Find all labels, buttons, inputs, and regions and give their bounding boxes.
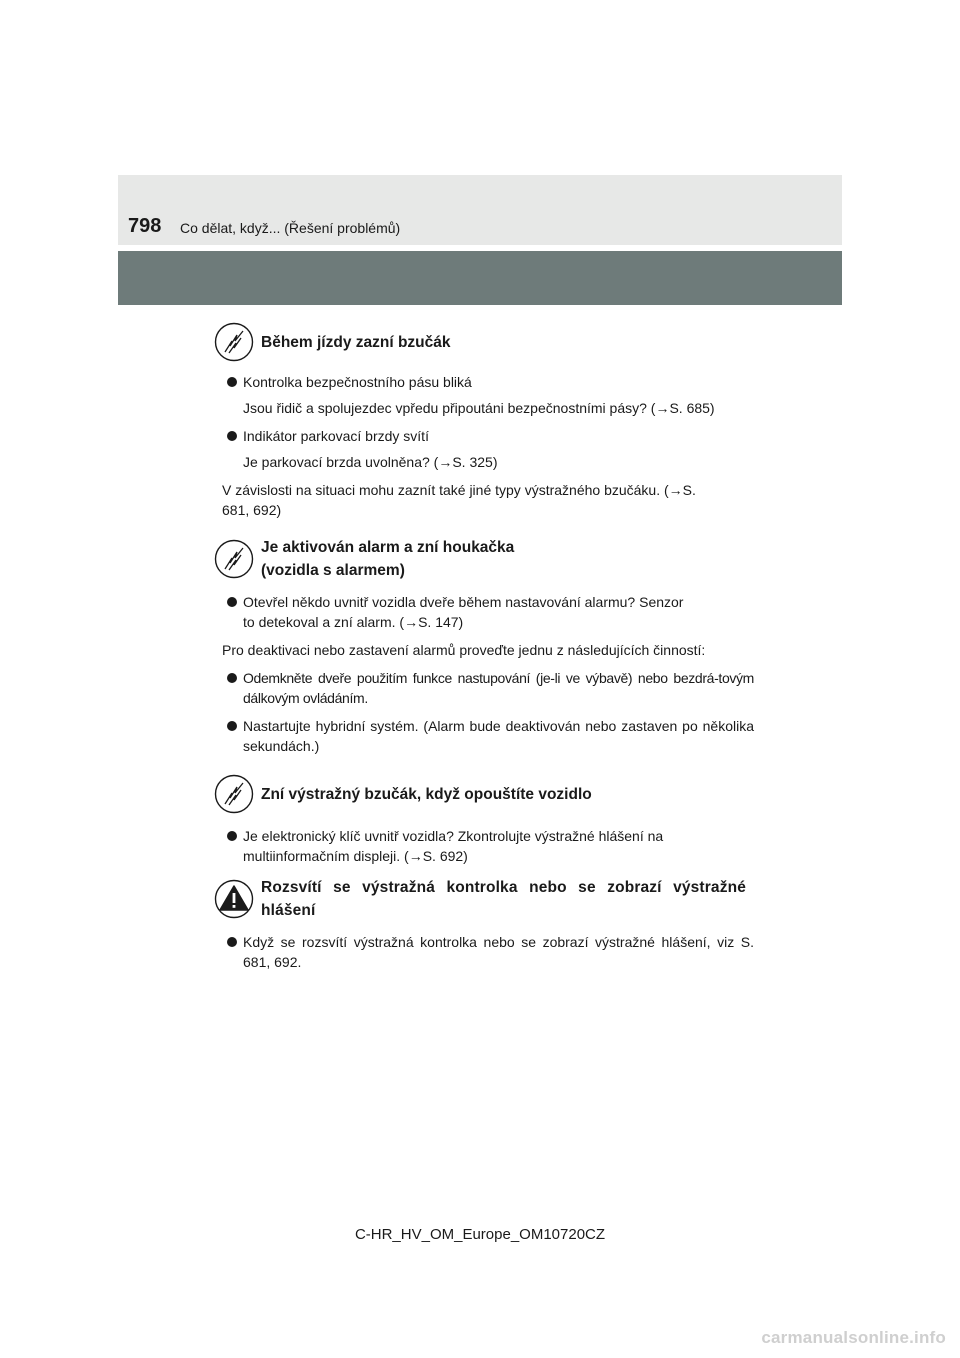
warning-triangle-icon: [214, 879, 254, 919]
list-item-text: Když se rozsvítí výstražná kontrolka nebo se zobrazí výstražné hlášení, viz S. 681, 692.: [243, 934, 754, 970]
list-item: [214, 372, 754, 418]
subsection-title: Rozsvítí se výstražná kontrolka nebo se zobrazí výstražné hlášení: [261, 879, 746, 919]
list-item-text: Odemkněte dveře použitím funkce nastupování (je-li ve výbavě) nebo bezdrá-tovým dálkovým ovládáním.: [243, 670, 754, 706]
list-item-text: Kontrolka bezpečnostního pásu bliká: [243, 374, 472, 390]
lightning-icon: [214, 322, 254, 362]
page-number: 798: [128, 215, 162, 237]
subsection-title: Během jízdy zazní bzučák: [261, 333, 451, 351]
subsection-title: Je aktivován alarm a zní houkačka (vozidla s alarmem): [261, 539, 515, 579]
list-item: [214, 716, 754, 756]
list-item: [214, 426, 754, 472]
subsection-heading: [214, 322, 754, 362]
subsection-title: Zní výstražný bzučák, když opouštíte vozidlo: [261, 785, 592, 803]
list-item: [214, 932, 754, 972]
list-item: [214, 668, 754, 708]
list-item-answer: Jsou řidič a spolujezdec vpředu připoutáni bezpečnostními pásy? (→S. 685): [243, 400, 715, 416]
footer-document-code: C-HR_HV_OM_Europe_OM10720CZ: [354, 1226, 606, 1243]
list-item-text: Nastartujte hybridní systém. (Alarm bude deaktivován nebo zastaven po několika sekundách.): [243, 718, 754, 754]
watermark: carmanualsonline.info: [761, 1328, 946, 1347]
list-item-text: Indikátor parkovací brzdy svítí: [243, 428, 429, 444]
bullet-dot: [227, 937, 237, 947]
subsection-heading: [214, 536, 754, 582]
bullet-dot: [227, 673, 237, 683]
list-item-text: Otevřel někdo uvnitř vozidla dveře během nastavování alarmu? Senzor to detekoval a zní alarm. (→S. 147): [243, 594, 684, 630]
list-item-text: Je elektronický klíč uvnitř vozidla? Zkontrolujte výstražné hlášení na multiinformačním displeji. (→S. 692): [243, 828, 664, 864]
header-band: [118, 175, 842, 245]
subsection-heading: [214, 774, 754, 814]
subsection-heading: [214, 876, 754, 922]
section-title: Co dělat, když... (Řešení problémů): [180, 220, 401, 236]
bullet-dot: [227, 831, 237, 841]
bullet-dot: [227, 721, 237, 731]
list-item: [214, 826, 754, 866]
bullet-dot: [227, 597, 237, 607]
lightning-icon: [214, 539, 254, 579]
bullet-dot: [227, 431, 237, 441]
bullet-dot: [227, 377, 237, 387]
list-item-answer: Je parkovací brzda uvolněna? (→S. 325): [243, 454, 498, 470]
content: [214, 322, 754, 980]
note-text: V závislosti na situaci mohu zaznít také jiné typy výstražného bzučáku. (→S. 681, 692): [222, 482, 696, 518]
chapter-title-bar: [118, 251, 842, 305]
lightning-icon: [214, 774, 254, 814]
list-item: [214, 592, 754, 632]
note-text: Pro deaktivaci nebo zastavení alarmů proveďte jednu z následujících činností:: [222, 642, 706, 658]
